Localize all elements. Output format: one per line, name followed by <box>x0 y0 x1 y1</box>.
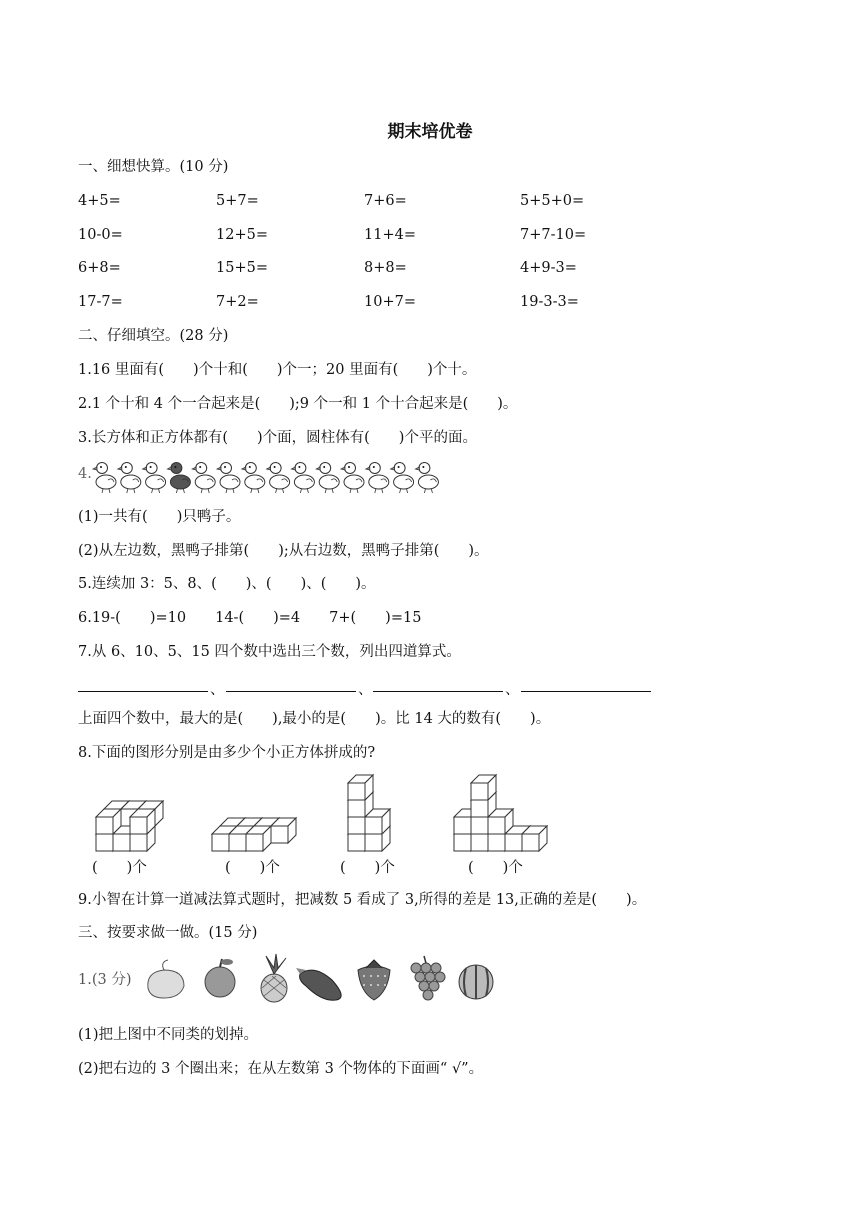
answer-blank[interactable] <box>521 691 651 692</box>
calc-item: 7+6= <box>364 193 407 209</box>
eggplant-icon <box>296 968 341 1000</box>
separator: 、 <box>210 682 225 698</box>
strawberry-icon <box>358 960 390 1000</box>
question-7: 7.从 6、10、5、15 四个数中选出三个数，列出四道算式。 <box>78 644 461 660</box>
question-4-sub2: (2)从左边数，黑鸭子排第( );从右边数，黑鸭子排第( )。 <box>78 543 489 559</box>
duck-icon <box>192 463 215 494</box>
cube-count-label: ( )个 <box>340 860 395 876</box>
cube-count-label: ( )个 <box>225 860 280 876</box>
calc-item: 8+8= <box>364 260 407 276</box>
question-9: 9.小智在计算一道减法算式题时，把减数 5 看成了 3,所得的差是 13,正确的差是( )。 <box>78 892 647 908</box>
calc-item: 4+9-3= <box>520 260 577 276</box>
calc-item: 17-7= <box>78 294 123 310</box>
cube-figure-2 <box>212 818 296 851</box>
duck-icon <box>242 463 265 494</box>
cube-count-label: ( )个 <box>92 860 147 876</box>
apple-icon <box>205 959 235 997</box>
duck-icon <box>316 463 339 494</box>
question-5: 5.连续加 3：5、8、( )、( )、( )。 <box>78 576 376 592</box>
duck-icon <box>118 463 141 494</box>
duck-icon <box>167 463 190 494</box>
ducks-row-image <box>94 456 444 494</box>
calc-item: 7+7-10= <box>520 227 587 243</box>
section1-heading: 一、细想快算。(10 分) <box>78 159 229 175</box>
section3-sub2: (2)把右边的 3 个圈出来；在从左数第 3 个物体的下面画“ √”。 <box>78 1061 484 1077</box>
answer-blank[interactable] <box>373 691 503 692</box>
section3-sub1: (1)把上图中不同类的划掉。 <box>78 1027 259 1043</box>
calc-item: 6+8= <box>78 260 121 276</box>
duck-icon <box>291 463 314 494</box>
page-title: 期末培优卷 <box>387 122 473 142</box>
duck-icon <box>217 463 240 494</box>
question-1: 1.16 里面有( )个十和( )个一；20 里面有( )个十。 <box>78 362 477 378</box>
question-7-follow: 上面四个数中，最大的是( ),最小的是( )。比 14 大的数有( )。 <box>78 711 551 727</box>
duck-icon <box>143 463 166 494</box>
cube-count-label: ( )个 <box>468 860 523 876</box>
section3-heading: 三、按要求做一做。(15 分) <box>78 925 258 941</box>
calc-item: 11+4= <box>364 227 416 243</box>
duck-icon <box>391 463 414 494</box>
calc-item: 10+7= <box>364 294 416 310</box>
separator: 、 <box>358 682 373 698</box>
calc-item: 5+5+0= <box>520 193 585 209</box>
cube-figure-4 <box>454 775 547 851</box>
calc-item: 12+5= <box>216 227 268 243</box>
duck-icon <box>267 463 290 494</box>
calc-item: 5+7= <box>216 193 259 209</box>
cube-figures-image <box>90 776 550 852</box>
question-4-label: 4. <box>78 466 92 482</box>
duck-icon <box>341 463 364 494</box>
answer-blank[interactable] <box>78 691 208 692</box>
cube-figure-1 <box>96 801 163 851</box>
question-3: 3.长方体和正方体都有( )个面，圆柱体有( )个平的面。 <box>78 430 477 446</box>
calc-item: 10-0= <box>78 227 123 243</box>
question-8: 8.下面的图形分别是由多少个小正方体拼成的? <box>78 745 376 761</box>
duck-icon <box>415 463 438 494</box>
question-6: 6.19-( )=10 14-( )=4 7+( )=15 <box>78 610 422 626</box>
section3-q1-label: 1.(3 分) <box>78 972 132 988</box>
calc-item: 7+2= <box>216 294 259 310</box>
separator: 、 <box>505 682 520 698</box>
section2-heading: 二、仔细填空。(28 分) <box>78 328 229 344</box>
duck-icon <box>366 463 389 494</box>
answer-blank[interactable] <box>226 691 356 692</box>
grapes-icon <box>411 956 445 1000</box>
question-2: 2.1 个十和 4 个一合起来是( );9 个一和 1 个十合起来是( )。 <box>78 396 518 412</box>
pineapple-icon <box>261 954 287 1002</box>
cube-figure-3 <box>348 775 390 851</box>
calc-item: 4+5= <box>78 193 121 209</box>
fruits-row-image <box>144 954 494 1004</box>
calc-item: 19-3-3= <box>520 294 579 310</box>
question-4-sub1: (1)一共有( )只鸭子。 <box>78 509 241 525</box>
duck-icon <box>93 463 116 494</box>
peach-icon <box>148 960 184 998</box>
calc-item: 15+5= <box>216 260 268 276</box>
watermelon-icon <box>459 965 493 999</box>
